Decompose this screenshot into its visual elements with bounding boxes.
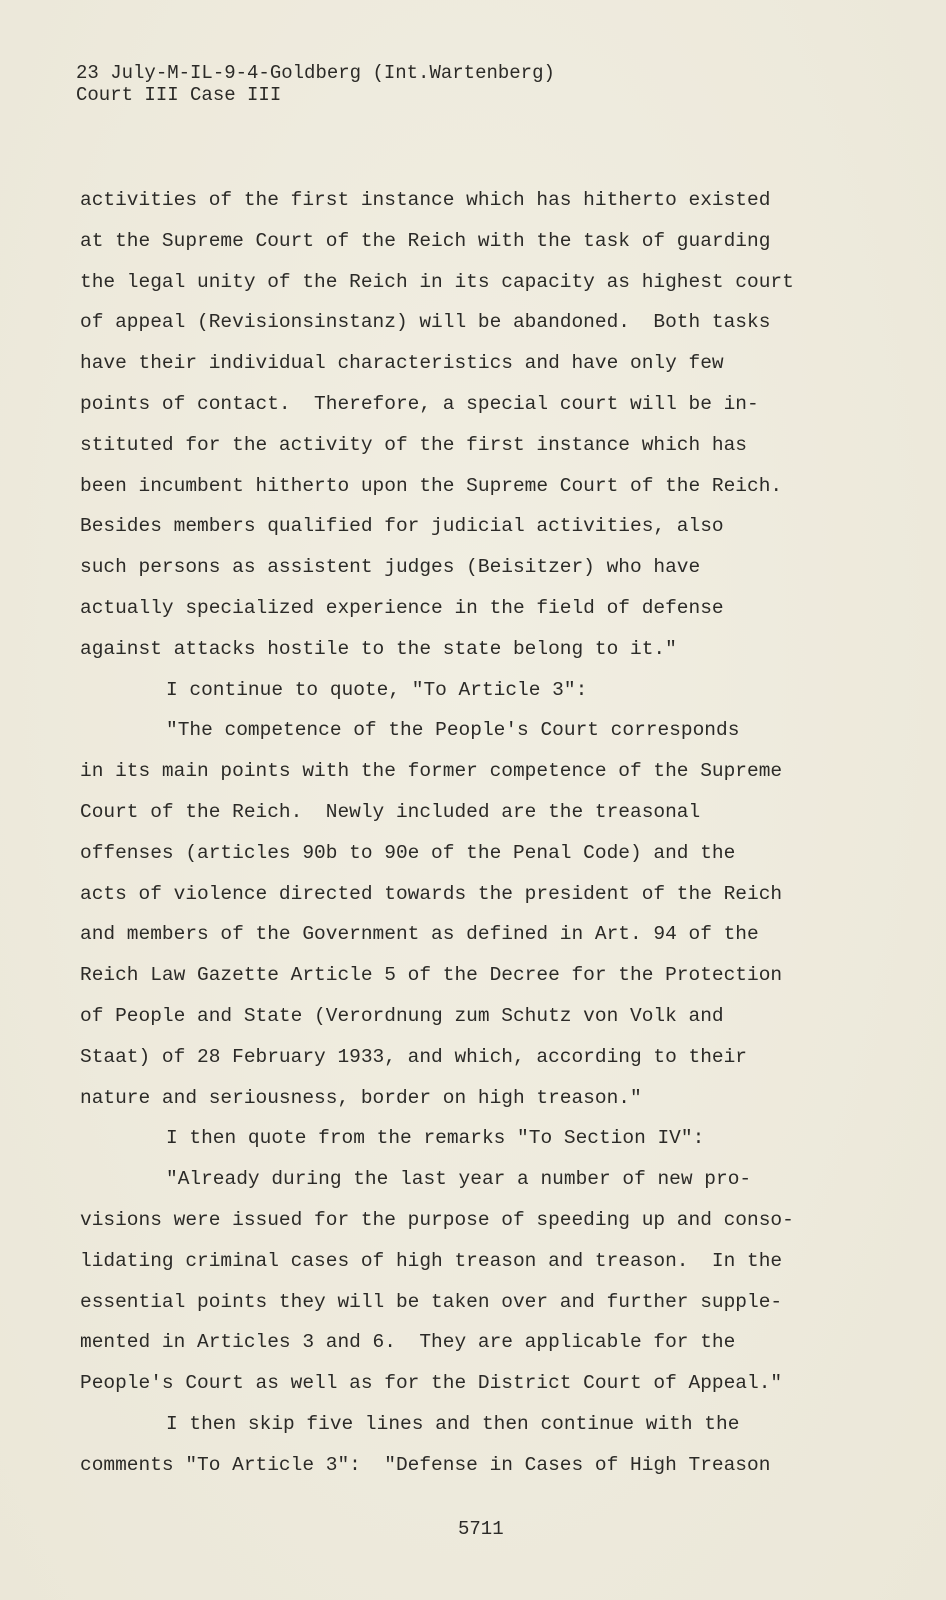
text-line: "The competence of the People's Court corresponds — [166, 719, 740, 742]
text-line: points of contact. Therefore, a special court will be in- — [80, 392, 759, 415]
text-line: People's Court as well as for the District Court of Appeal." — [80, 1372, 783, 1395]
text-line: lidating criminal cases of high treason and treason. In the — [80, 1249, 783, 1272]
text-line: of People and State (Verordnung zum Schutz von Volk and — [80, 1004, 724, 1027]
text-line: mented in Articles 3 and 6. They are applicable for the — [80, 1331, 736, 1354]
text-line: have their individual characteristics and have only few — [80, 352, 724, 375]
text-line: I continue to quote, "To Article 3": — [166, 678, 588, 701]
text-line: at the Supreme Court of the Reich with the task of guarding — [80, 229, 771, 252]
document-header — [76, 62, 555, 106]
text-line: I then skip five lines and then continue with the — [166, 1412, 740, 1435]
text-line: stituted for the activity of the first instance which has — [80, 433, 748, 456]
header-reference: 23 July-M-IL-9-4-Goldberg (Int.Wartenberg) — [76, 62, 555, 84]
text-line: visions were issued for the purpose of speeding up and conso- — [80, 1208, 794, 1231]
text-line: Court of the Reich. Newly included are the treasonal — [80, 800, 701, 823]
text-line: I then quote from the remarks "To Section IV": — [166, 1127, 705, 1150]
page-number: 5711 — [458, 1518, 504, 1540]
text-line: in its main points with the former competence of the Supreme — [80, 760, 783, 783]
text-line: Reich Law Gazette Article 5 of the Decree for the Protection — [80, 964, 783, 987]
text-line: "Already during the last year a number of new pro- — [166, 1168, 752, 1191]
text-line: such persons as assistent judges (Beisitzer) who have — [80, 556, 701, 579]
text-line: of appeal (Revisionsinstanz) will be abandoned. Both tasks — [80, 311, 771, 334]
text-line: been incumbent hitherto upon the Supreme Court of the Reich. — [80, 474, 783, 497]
text-line: actually specialized experience in the field of defense — [80, 596, 724, 619]
header-court-case: Court III Case III — [76, 84, 282, 106]
text-line: offenses (articles 90b to 90e of the Penal Code) and the — [80, 841, 736, 864]
text-line: the legal unity of the Reich in its capacity as highest court — [80, 270, 794, 293]
text-line: and members of the Government as defined in Art. 94 of the — [80, 923, 759, 946]
text-line: nature and seriousness, border on high treason." — [80, 1086, 642, 1109]
text-line: Staat) of 28 February 1933, and which, according to their — [80, 1045, 748, 1068]
text-line: acts of violence directed towards the president of the Reich — [80, 882, 783, 905]
text-line: comments "To Article 3": "Defense in Cases of High Treason — [80, 1453, 771, 1476]
document-body — [80, 180, 880, 1486]
text-line: against attacks hostile to the state belong to it." — [80, 637, 677, 660]
text-line: essential points they will be taken over and further supple- — [80, 1290, 783, 1313]
text-line: Besides members qualified for judicial activities, also — [80, 515, 724, 538]
text-line: activities of the first instance which has hitherto existed — [80, 189, 771, 211]
